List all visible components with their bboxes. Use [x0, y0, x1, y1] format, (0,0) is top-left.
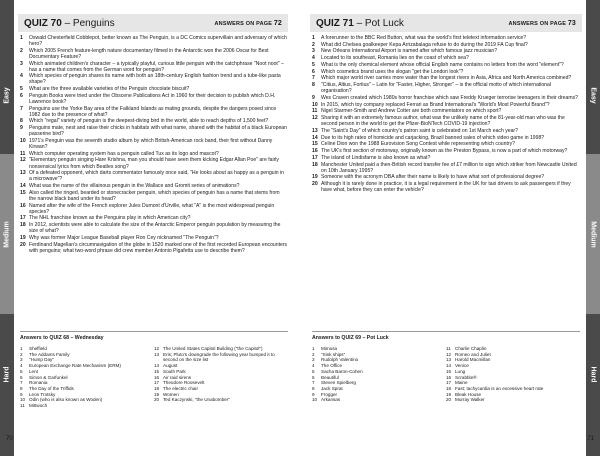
question-item-number: 17: [312, 154, 318, 161]
question-item: [312, 35, 580, 41]
question-item-text: Ferdinand Magellan's circumnavigation of the globe in 1520 marked one of the first recorded European encounters with penguins; what two-word phrase did crew member Antonio Pigafetta use to describe them?: [29, 241, 288, 254]
answer-item-number: 19: [154, 391, 160, 397]
answer-item-text: The Office: [321, 363, 343, 369]
answer-item-number: 11: [20, 403, 25, 409]
question-item-text: Named after the wife of the French explorer Jules Dumont d'Urville, what "A" is the most widespread penguin species?: [29, 202, 275, 215]
question-item: [312, 174, 580, 180]
question-item-text: Located to its southeast, Romania lies on the coast of which sea?: [321, 55, 469, 62]
answer-item-text: European Exchange Rate Mechanism (ERM): [29, 363, 121, 369]
question-item-text: What are the three available varieties of the Penguin chocolate biscuit?: [29, 86, 190, 93]
question-item-number: 14: [20, 183, 26, 190]
tab-medium: Medium: [586, 154, 600, 314]
answer-item-number: 17: [446, 380, 452, 386]
answer-item-number: 17: [154, 380, 160, 386]
tab-medium: Medium: [0, 154, 14, 314]
question-item: [20, 138, 288, 150]
answer-item-number: 2: [20, 351, 23, 357]
question-item-text: The "Saint's Day" of which country's patron saint is celebrated on 1st March each year?: [321, 127, 518, 134]
answer-item-number: 8: [20, 385, 23, 391]
answers-on-page: ANSWERS ON PAGE 72: [214, 19, 282, 27]
tab-hard: Hard: [3, 366, 11, 382]
question-item: [20, 48, 288, 60]
answer-item-text: "Hump Day": [29, 357, 54, 363]
question-item: [20, 235, 288, 241]
answer-item-text: Romania: [29, 380, 48, 386]
answer-item-text: Mimosa: [321, 346, 338, 351]
question-item-text: Which "regal" variety of penguin is the deepest-diving bird in the world, able to reach depths of 1,500 feet?: [29, 118, 269, 125]
answer-item-text: Lent: [29, 368, 38, 374]
answer-item-number: 9: [20, 391, 23, 397]
answer-item-number: 6: [20, 374, 23, 380]
answer-item-text: Jack Sprat: [321, 385, 343, 391]
answer-item-number: 20: [446, 397, 452, 403]
question-item: [20, 125, 288, 137]
question-item: [20, 73, 288, 85]
question-item-text: Someone with the acronym DBA after their name is likely to have what sort of professional degree?: [321, 174, 545, 181]
question-item-text: Manchester United paid a then-British record transfer fee of £7 million to sign which striker from Newcastle United on 10th January 1995?: [321, 161, 577, 174]
question-item-number: 3: [312, 48, 315, 55]
question-item-number: 13: [20, 170, 26, 177]
question-item-number: 7: [20, 105, 23, 112]
answer-item: [154, 397, 288, 403]
question-item-text: Which major world river carries more water than the longest rivers in Asia, Africa and North America combined?: [321, 75, 572, 82]
question-item: [312, 55, 580, 61]
tab-easy: Easy: [589, 86, 597, 104]
question-item-text: Of a defeated opponent, which darts commentator famously once said, "He looks about as happy as a penguin in a microwave"?: [29, 170, 284, 183]
question-item-number: 5: [20, 86, 23, 93]
answer-item-number: 4: [20, 363, 23, 369]
question-item: [20, 222, 288, 234]
answer-item-number: 5: [312, 368, 315, 374]
question-item-number: 2: [312, 41, 315, 48]
question-item: [312, 62, 580, 68]
difficulty-tab-strip: [0, 0, 14, 456]
question-item-text: Due to its high rates of homicide and carjacking, Brazil banned sales of which video game in 1998?: [321, 134, 545, 141]
answer-item-text: Air raid sirens: [163, 374, 192, 380]
answer-item-text: Rudolph Valentino: [321, 357, 359, 363]
answer-item-text: South Park: [163, 368, 186, 374]
question-item-text: A forerunner to the BBC Red Button, what was the world's first teletext information service?: [321, 35, 527, 41]
question-item-number: 9: [20, 125, 23, 132]
page-number: 70: [6, 436, 13, 442]
question-item-text: Why was former Major League Baseball player Ron Cey nicknamed "The Penguin"?: [29, 234, 219, 241]
question-item-text: In 2015, which toy company replaced Ferrari as Brand International's "World's Most Powerful Brand"?: [321, 101, 550, 108]
question-item-number: 4: [312, 55, 315, 62]
answer-item-number: 11: [446, 346, 451, 351]
answer-item-number: 7: [312, 380, 315, 386]
answer-item-number: 3: [312, 357, 315, 363]
answer-item-text: Lung: [455, 368, 466, 374]
answer-item-number: 4: [312, 363, 315, 369]
question-item-text: The island of Lindisfarne is also known as what?: [321, 154, 431, 161]
question-item: [312, 141, 580, 147]
question-item-number: 16: [312, 148, 318, 155]
answer-item-number: 10: [312, 397, 318, 403]
question-item: [20, 35, 288, 47]
answer-item-number: 8: [312, 385, 315, 391]
question-item-number: 17: [20, 215, 26, 222]
answer-item: [446, 397, 580, 403]
question-item-number: 11: [312, 108, 318, 115]
question-item-number: 6: [312, 68, 315, 75]
question-item-text: "Citius, Altius, Fortius" – Latin for "Faster, Higher, Stronger" – is the official motto of which international organisation?: [321, 82, 551, 95]
question-item: [312, 82, 580, 94]
answer-item-text: Bleak House: [455, 391, 482, 397]
question-item-number: 18: [20, 222, 26, 229]
answer-item: [312, 397, 446, 403]
answer-item-number: 7: [20, 380, 23, 386]
question-list: [20, 35, 288, 254]
answer-item-text: The Addams Family: [29, 351, 70, 357]
answer-item-text: Murray Walker: [455, 397, 485, 403]
question-item-number: 10: [20, 137, 26, 144]
quiz-header: [18, 14, 288, 32]
answer-item-number: 16: [446, 374, 452, 380]
answer-item-text: Eris; Pluto's downgrade the following year bumped it to second on the size list: [163, 351, 275, 363]
question-item-text: Penguins mate, nest and raise their chicks in habitats with what name, shared with the habitat of a black European passerine bird?: [29, 125, 287, 138]
question-item-text: What is the only chemical element whose official English name contains no letters from the word "element"?: [321, 61, 564, 68]
answer-item-text: The electric chair: [163, 385, 198, 391]
question-item: [312, 102, 580, 108]
answer-item: [154, 352, 288, 363]
question-item-text: Which 2005 French feature-length nature documentary filmed in the Antarctic won the 2006 Oscar for Best Documentary Feature?: [29, 47, 269, 60]
question-item-text: The NHL franchise known as the Penguins play in which American city?: [29, 215, 191, 222]
question-item: [20, 151, 288, 157]
answer-item-number: 6: [312, 374, 315, 380]
answer-item-text: Mittwoch: [29, 403, 48, 409]
question-item: [312, 155, 580, 161]
answer-item-number: 10: [20, 397, 26, 403]
question-item: [20, 242, 288, 254]
question-item-number: 1: [312, 35, 315, 41]
answer-item-text: Theodore Roosevelt: [163, 380, 205, 386]
question-item-text: 1971's Penguin was the seventh studio album by which British-American rock band, their first without Danny Kirwan?: [29, 137, 273, 150]
question-item-text: What did Chelsea goalkeeper Kepa Arrizabalaga refuse to do during the 2019 FA Cup final?: [321, 41, 528, 48]
question-item: [20, 86, 288, 92]
question-item-text: Oswald Chesterfield Cobblepot, better known as The Penguin, is a DC Comics supervillain and adversary of which hero?: [29, 35, 287, 48]
answer-item-text: Fast; tachycardia is an excessive heart rate: [455, 385, 544, 391]
question-item: [312, 162, 580, 174]
answer-item-text: Ted Kaczynski, "the Unabomber": [163, 397, 230, 403]
question-item-number: 20: [312, 181, 318, 188]
answer-item-text: Odin (who is also known as Woden): [29, 397, 103, 403]
answer-item-number: 14: [446, 363, 452, 369]
question-item: [20, 61, 288, 73]
answers-title: Answers to QUIZ 68 – Wednesday: [20, 335, 104, 341]
question-item: [312, 75, 580, 81]
answer-item-number: 3: [20, 357, 23, 363]
tab-hard: Hard: [589, 366, 597, 382]
question-item: [312, 115, 580, 127]
answer-item: [20, 403, 154, 409]
question-item-text: In 2012, scientists were able to calculate the size of the Antarctic Emperor penguin population by measuring the size of what?: [29, 222, 281, 235]
answer-item-text: Harold Macmillan: [455, 357, 491, 363]
answers-column: [446, 346, 580, 403]
answer-item-number: 12: [154, 346, 160, 351]
question-item-number: 3: [20, 60, 23, 67]
question-item: [20, 106, 288, 118]
question-item-number: 20: [20, 241, 26, 248]
question-item-number: 13: [312, 127, 318, 134]
answer-item-text: Scrabble®: [455, 374, 477, 380]
answer-item-text: August: [163, 363, 178, 369]
question-item-text: Penguin Books were tried under the Obscene Publications Act in 1960 for their decision to publish which D.H. Lawrence book?: [29, 92, 276, 105]
question-item: [312, 48, 580, 54]
answer-item-text: Simon & Garfunkel: [29, 374, 68, 380]
question-item-text: Which species of penguin shares its name with both an 18th-century English fashion trend and a tube-like pasta shape?: [29, 73, 281, 86]
question-item-text: Sharing it with an extremely famous author, what was the unlikely name of the 81-year-old man who was the second person in the world to get the Pfizer-BioNTech COVID-19 injection?: [321, 115, 565, 128]
answer-item-text: Sheffield: [29, 346, 47, 351]
question-list: [312, 35, 580, 194]
answer-item-number: 19: [446, 391, 452, 397]
question-item: [20, 183, 288, 189]
answer-item-text: Women: [163, 391, 179, 397]
question-item-number: 14: [312, 134, 318, 141]
right-page: [300, 0, 600, 456]
question-item-text: New Orleans International Airport is named after which famous jazz musician?: [321, 48, 498, 55]
question-item-number: 12: [20, 157, 26, 164]
answer-item-text: Sacha Baron-Cohen: [321, 368, 363, 374]
question-item: [312, 95, 580, 101]
question-item-number: 9: [312, 94, 315, 101]
answer-item-text: Frogger: [321, 391, 338, 397]
question-item-number: 5: [312, 61, 315, 68]
quiz-title: QUIZ 70 – Penguins: [24, 17, 115, 29]
question-item: [20, 203, 288, 215]
question-item-number: 1: [20, 35, 23, 41]
answer-item-number: 20: [154, 397, 160, 403]
answers-column: [154, 346, 288, 409]
question-item: [312, 42, 580, 48]
question-item: [312, 69, 580, 75]
question-item-number: 8: [312, 82, 315, 89]
answer-item-text: Romeo and Juliet: [455, 351, 491, 357]
question-item-number: 8: [20, 118, 23, 125]
answers-column: [312, 346, 446, 403]
question-item: [312, 148, 580, 154]
answer-item-text: The United States Capitol Building ("the Capitol"): [163, 346, 263, 351]
answer-item-number: 2: [312, 351, 315, 357]
answers-column: [20, 346, 154, 409]
answer-item-text: Venice: [455, 363, 469, 369]
answer-item-number: 16: [154, 374, 160, 380]
question-item-text: Which animated children's character – a typically playful, curious little penguin with the catchphrase "Noot noot" – has a name that comes from the German word for penguin?: [29, 60, 284, 73]
answer-item-number: 5: [20, 368, 23, 374]
quiz-header: [310, 14, 582, 32]
question-item-text: Although it is rarely done in practice, it is a legal requirement in the UK for taxi drivers to ask passengers if they have what, before they can enter the vehicle?: [321, 181, 571, 194]
question-item-text: Which computer operating system has a penguin called Tux as its logo and mascot?: [29, 150, 219, 157]
question-item: [312, 181, 580, 193]
answer-item-number: 13: [446, 357, 452, 363]
answers-box: [20, 331, 288, 423]
answer-item-text: "Sink ships": [321, 351, 346, 357]
quiz-title: QUIZ 71 – Pot Luck: [316, 17, 404, 29]
page-number: 71: [587, 436, 594, 442]
question-item-number: 16: [20, 202, 26, 209]
answer-item-number: 9: [312, 391, 315, 397]
answer-item-number: 12: [446, 351, 452, 357]
difficulty-tab-strip: [586, 0, 600, 456]
question-item-text: Which cosmetics brand uses the slogan "get the London look"?: [321, 68, 464, 75]
question-item-number: 4: [20, 73, 23, 80]
question-item-text: Wes Craven created which 1980s horror franchise which saw Freddy Krueger terrorise teenagers in their dreams?: [321, 94, 578, 101]
answers-title: Answers to QUIZ 69 – Pot Luck: [312, 335, 389, 341]
question-item-number: 15: [312, 141, 318, 148]
answer-item-number: 15: [446, 368, 452, 374]
question-item-number: 6: [20, 92, 23, 99]
tab-easy: Easy: [3, 86, 11, 104]
question-item-number: 18: [312, 161, 318, 168]
question-item-number: 7: [312, 75, 315, 82]
question-item: [312, 128, 580, 134]
answer-item-text: Beautiful: [321, 374, 339, 380]
answer-item-text: The Day of the Triffids: [29, 385, 74, 391]
question-item-number: 15: [20, 189, 26, 196]
question-item-text: Also called the ringed, bearded or stonecracker penguin, which species of penguin has a name that stems from the narrow black band under its head?: [29, 189, 280, 202]
question-item-text: Penguins use the Yorke Bay area of the Falkland Islands as mating grounds, despite the dangers posed since 1982 due to the presence of what?: [29, 105, 277, 118]
answer-item-text: Leon Trotsky: [29, 391, 56, 397]
question-item-number: 19: [312, 174, 318, 181]
answer-item-number: 1: [312, 346, 315, 351]
question-item-number: 19: [20, 234, 26, 241]
answer-item-text: Maine: [455, 380, 468, 386]
question-item-number: 2: [20, 47, 23, 54]
question-item-number: 11: [20, 150, 26, 157]
answer-item-text: Arkansas: [321, 397, 341, 403]
question-item-number: 10: [312, 101, 318, 108]
question-item: [20, 190, 288, 202]
answer-item-number: 13: [154, 351, 160, 357]
answer-item-number: 18: [446, 385, 452, 391]
question-item: [20, 118, 288, 124]
question-item: [20, 157, 288, 169]
question-item-text: Nigel Starmer-Smith and Andrew Cotter are both commentators on which sport?: [321, 108, 502, 115]
question-item: [312, 108, 580, 114]
question-item-text: Celine Dion won the 1988 Eurovision Song Contest while representing which country?: [321, 141, 515, 148]
question-item: [20, 93, 288, 105]
answer-item-text: Charlie Chaplin: [455, 346, 487, 351]
answers-box: [312, 331, 580, 423]
question-item-number: 12: [312, 115, 318, 122]
answer-item-number: 18: [154, 385, 160, 391]
answers-on-page: ANSWERS ON PAGE 73: [508, 19, 576, 27]
question-item-text: "Elementary penguin singing Hare Krishna, man you should have seen them kicking Edgar Allan Poe" are fairly nonsensical lyrics from which Beatles song?: [29, 157, 279, 170]
question-item-text: What was the name of the villainous penguin in the Wallace and Gromit series of animations?: [29, 183, 240, 190]
question-item: [20, 170, 288, 182]
answer-item-text: Steven Spielberg: [321, 380, 356, 386]
question-item: [20, 215, 288, 221]
answer-item-number: 1: [20, 346, 23, 351]
question-item-text: The UK's first section of motorway, originally known as the Preston Bypass, is now a part of which motorway?: [321, 148, 568, 155]
question-item: [312, 135, 580, 141]
answer-item-number: 15: [154, 368, 160, 374]
answer-item-number: 14: [154, 363, 160, 369]
